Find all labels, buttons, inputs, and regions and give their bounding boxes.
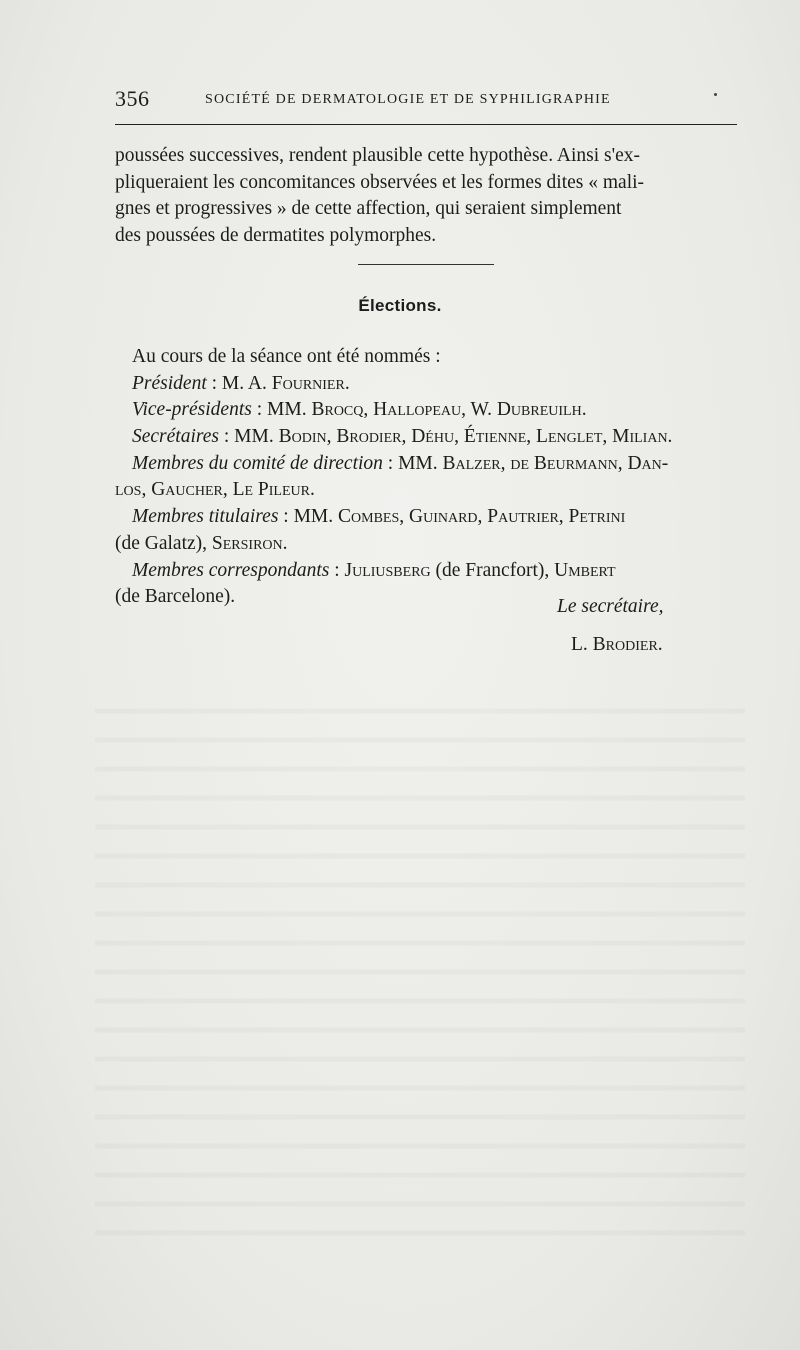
paragraph-line: pliqueraient les concomitances observées et les formes dites « mali- — [115, 171, 645, 193]
section-divider — [358, 264, 494, 265]
direction-committee-entry — [115, 451, 737, 478]
ink-speck — [714, 93, 717, 96]
titular-members-continued — [115, 531, 737, 558]
entry-prefix: : MM. — [251, 399, 312, 421]
bleed-through-texture — [95, 690, 745, 1250]
member-name: Juliusberg — [344, 559, 431, 581]
member-names: Fournier. — [271, 372, 350, 394]
member-names: Balzer, de Beurmann, Dan- — [442, 452, 669, 474]
president-entry — [115, 371, 737, 398]
location-text: (de Galatz), — [115, 532, 212, 554]
signature-initial: L. — [571, 634, 593, 655]
titular-members-entry — [115, 504, 737, 531]
role-label: Vice-présidents — [132, 399, 252, 421]
member-name: Umbert — [554, 559, 616, 581]
section-title: Élections. — [358, 296, 442, 315]
corresponding-members-entry — [115, 558, 737, 585]
running-title: SOCIÉTÉ DE DERMATOLOGIE ET DE SYPHILIGRAPHIE — [205, 92, 611, 107]
vice-presidents-entry — [115, 397, 737, 424]
signature-name — [571, 634, 663, 656]
location-text: (de Francfort), — [430, 559, 555, 581]
member-names: Brocq, Hallopeau, W. Dubreuilh. — [311, 399, 587, 421]
member-names: Sersiron. — [211, 532, 288, 554]
member-names: Bodin, Brodier, Déhu, Étienne, Lenglet, Milian. — [278, 426, 673, 448]
page-header — [115, 86, 737, 114]
entry-prefix: : MM. — [382, 452, 443, 474]
signature-role: Le secrétaire, — [557, 596, 664, 617]
entry-prefix: : MM. — [278, 506, 339, 528]
role-label: Membres du comité de direction — [132, 452, 383, 474]
closing-paragraph — [115, 143, 737, 250]
entry-prefix: : — [329, 559, 345, 581]
page-number: 356 — [115, 86, 150, 111]
paragraph-line: des poussées de dermatites polymorphes. — [115, 225, 437, 247]
role-label: Président — [132, 372, 207, 394]
elections-list — [115, 344, 737, 611]
role-label: Membres titulaires — [132, 506, 279, 528]
corresponding-members-continued: (de Barcelone). — [115, 586, 236, 608]
role-label: Membres correspondants — [132, 559, 330, 581]
paragraph-line: gnes et progressives » de cette affection, qui seraient simplement — [115, 198, 622, 220]
entry-prefix: : MM. — [219, 426, 279, 448]
member-names: Combes, Guinard, Pautrier, Petrini — [338, 506, 626, 528]
entry-prefix: : M. A. — [206, 372, 272, 394]
role-label: Secrétaires — [132, 426, 219, 448]
secretaries-entry — [115, 424, 737, 451]
signature-surname: Brodier. — [592, 634, 663, 655]
elections-intro: Au cours de la séance ont été nommés : — [132, 346, 441, 367]
paragraph-line: poussées successives, rendent plausible cette hypothèse. Ainsi s'ex- — [115, 145, 641, 166]
header-rule — [115, 124, 737, 125]
direction-committee-continued: los, Gaucher, Le Pileur. — [115, 479, 315, 501]
